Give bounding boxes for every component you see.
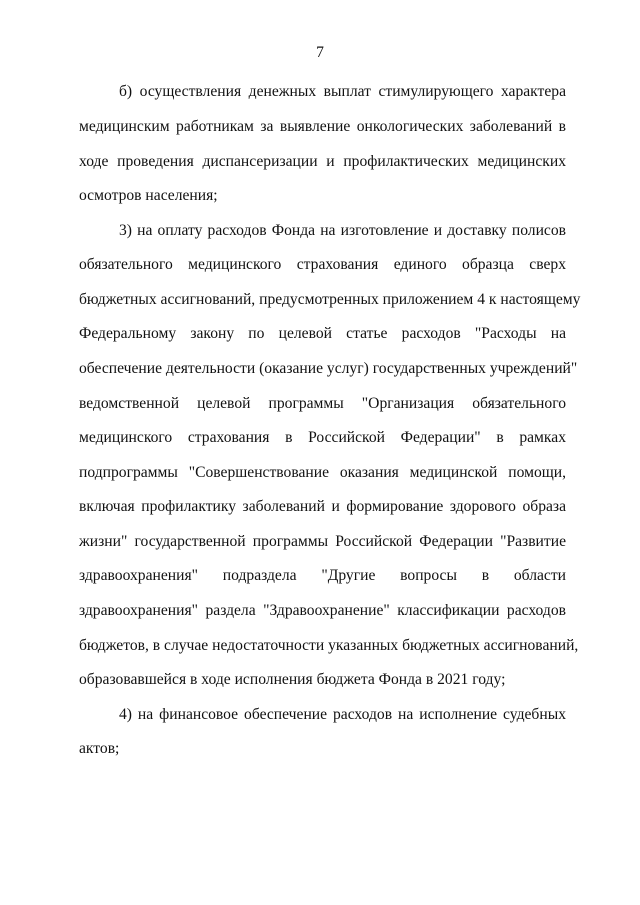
paragraph-3-line-13: бюджетов, в случае недостаточности указанных бюджетных ассигнований, xyxy=(79,637,579,654)
paragraph-3-line-12: здравоохранения" раздела "Здравоохранение" классификации расходов xyxy=(79,602,566,619)
paragraph-3-line-6: ведомственной целевой программы "Организация обязательного xyxy=(79,395,566,412)
paragraph-3-line-9: включая профилактику заболеваний и формирование здорового образа xyxy=(79,498,566,515)
paragraph-3-line-4: Федеральному закону по целевой статье расходов "Расходы на xyxy=(79,325,566,342)
paragraph-3-line-14: образовавшейся в ходе исполнения бюджета Фонда в 2021 году; xyxy=(79,671,506,688)
paragraph-3-line-7: медицинского страхования в Российской Федерации" в рамках xyxy=(79,429,566,446)
paragraph-3-line-1: 3) на оплату расходов Фонда на изготовление и доставку полисов xyxy=(119,222,566,239)
page-number: 7 xyxy=(316,44,324,61)
paragraph-3-line-10: жизни" государственной программы Российской Федерации "Развитие xyxy=(79,533,566,550)
paragraph-3-line-2: обязательного медицинского страхования единого образца сверх xyxy=(79,256,566,273)
paragraph-3-line-11: здравоохранения" подраздела "Другие вопросы в области xyxy=(79,567,566,584)
paragraph-3-line-3: бюджетных ассигнований, предусмотренных приложением 4 к настоящему xyxy=(79,291,581,308)
paragraph-b-line-3: ходе проведения диспансеризации и профилактических медицинских xyxy=(79,153,566,170)
paragraph-4-line-1: 4) на финансовое обеспечение расходов на исполнение судебных xyxy=(119,706,566,723)
paragraph-b-line-2: медицинским работникам за выявление онкологических заболеваний в xyxy=(79,118,566,135)
paragraph-3-line-8: подпрограммы "Совершенствование оказания медицинской помощи, xyxy=(79,464,566,481)
paragraph-3-line-5: обеспечение деятельности (оказание услуг) государственных учреждений" xyxy=(79,360,578,377)
paragraph-b-line-1: б) осуществления денежных выплат стимулирующего характера xyxy=(119,83,566,100)
paragraph-4-line-2: актов; xyxy=(79,740,120,757)
paragraph-b-line-4: осмотров населения; xyxy=(79,187,218,204)
